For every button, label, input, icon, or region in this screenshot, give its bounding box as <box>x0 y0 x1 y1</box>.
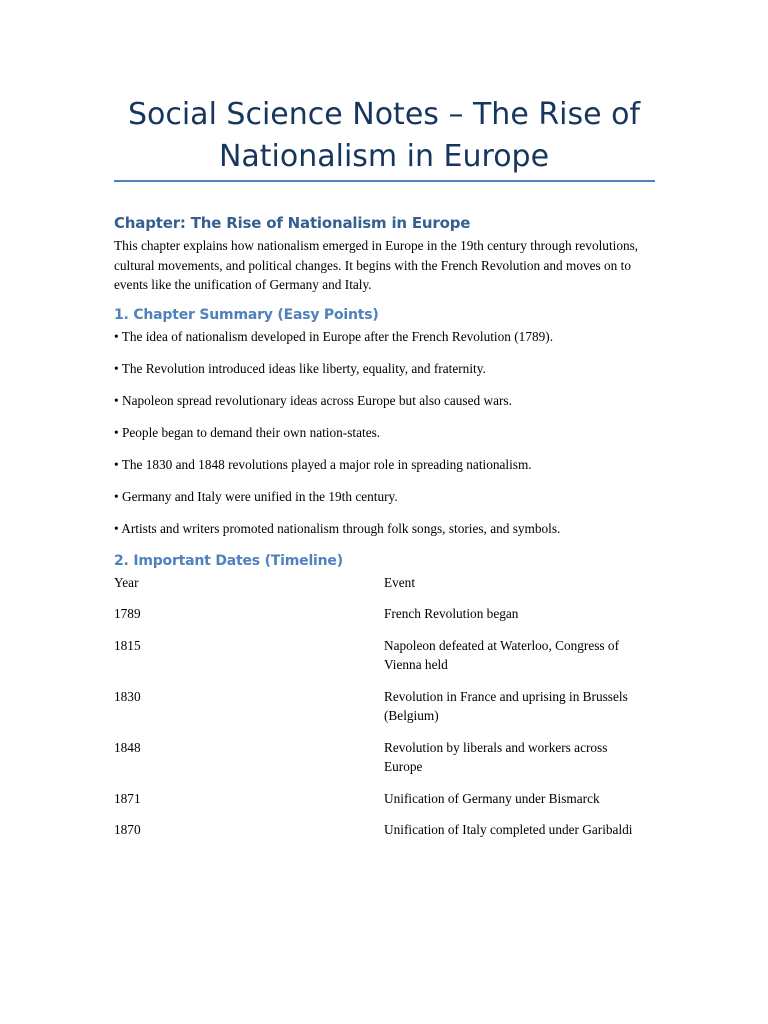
table-row <box>114 687 634 738</box>
column-header-year: Year <box>114 574 139 590</box>
column-header-event: Event <box>384 574 416 590</box>
table-row <box>114 738 634 789</box>
table-row <box>114 789 634 821</box>
year-cell: 1870 <box>114 822 141 837</box>
table-header-row <box>114 573 634 605</box>
summary-point: • The Revolution introduced ideas like liberty, equality, and fraternity. <box>114 360 486 376</box>
summary-point: • The 1830 and 1848 revolutions played a major role in spreading nationalism. <box>114 456 532 472</box>
summary-heading: 1. Chapter Summary (Easy Points) <box>114 306 379 323</box>
summary-point: • Germany and Italy were unified in the 19th century. <box>114 488 398 504</box>
intro-paragraph: This chapter explains how nationalism emerged in Europe in the 19th century through revolutions, cultural movements, and political changes. It begins with the French Revolution and moves on to events like the unification of Germany and Italy. <box>114 238 639 292</box>
title-underline <box>114 180 655 182</box>
year-cell: 1830 <box>114 688 141 704</box>
year-cell: 1815 <box>114 637 141 653</box>
event-cell: Unification of Italy completed under Garibaldi <box>384 822 633 837</box>
summary-point: • Napoleon spread revolutionary ideas across Europe but also caused wars. <box>114 392 512 408</box>
year-cell: 1848 <box>114 739 141 755</box>
event-cell: Unification of Germany under Bismarck <box>384 790 600 806</box>
table-row <box>114 604 634 636</box>
event-cell: Revolution by liberals and workers across Europe <box>384 739 608 774</box>
event-cell: French Revolution began <box>384 606 519 621</box>
chapter-heading: Chapter: The Rise of Nationalism in Europe <box>114 214 471 232</box>
document-title: Social Science Notes – The Rise of Nationalism in Europe <box>127 97 641 174</box>
timeline-table <box>114 573 634 852</box>
event-cell: Revolution in France and uprising in Brussels (Belgium) <box>384 688 628 723</box>
summary-point: • Artists and writers promoted nationalism through folk songs, stories, and symbols. <box>114 520 561 536</box>
table-row <box>114 636 634 687</box>
timeline-heading: 2. Important Dates (Timeline) <box>114 552 343 569</box>
table-row <box>114 820 634 852</box>
year-cell: 1789 <box>114 606 141 621</box>
event-cell: Napoleon defeated at Waterloo, Congress of Vienna held <box>384 637 619 672</box>
document-body <box>114 212 659 852</box>
year-cell: 1871 <box>114 790 141 806</box>
summary-point: • People began to demand their own nation-states. <box>114 424 381 440</box>
summary-point: • The idea of nationalism developed in Europe after the French Revolution (1789). <box>114 328 554 344</box>
summary-list <box>114 327 659 541</box>
